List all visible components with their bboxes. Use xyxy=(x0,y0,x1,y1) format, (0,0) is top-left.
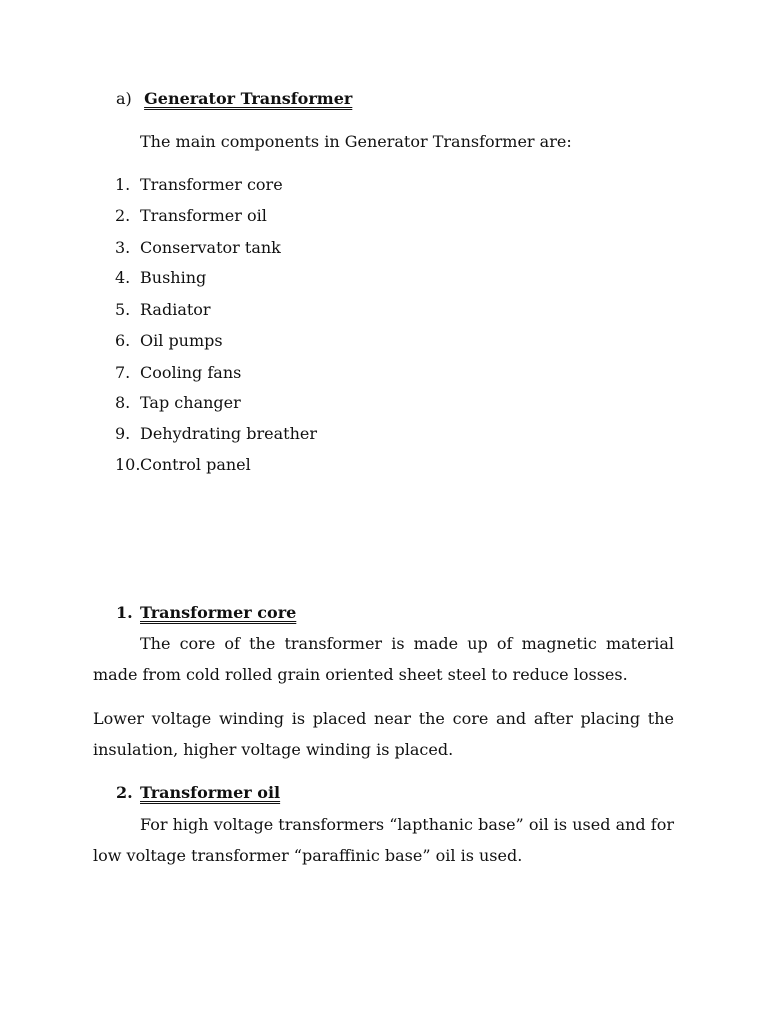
list-item xyxy=(115,268,415,288)
oil-paragraph-1: For high voltage transformers “lapthanic base” oil is used and for low voltage transformer “paraffinic base” oil is used. xyxy=(93,815,674,865)
subsection-heading-transformer-oil xyxy=(116,783,280,803)
list-item-label: Oil pumps xyxy=(140,331,223,350)
list-item xyxy=(115,206,415,226)
subsection-number: 2. xyxy=(116,783,133,802)
subsection-title: Transformer oil xyxy=(140,783,281,802)
list-item xyxy=(115,331,415,351)
subsection-title: Transformer core xyxy=(140,603,297,622)
list-item-number: 5. xyxy=(115,300,131,319)
list-item-label: Cooling fans xyxy=(140,363,242,382)
core-paragraph-2: Lower voltage winding is placed near the core and after placing the insulation, higher voltage winding is placed. xyxy=(93,709,674,759)
list-item-label: Tap changer xyxy=(140,393,241,412)
list-item xyxy=(115,455,415,475)
list-item xyxy=(115,238,415,258)
list-item-number: 9. xyxy=(115,424,131,443)
subsection-number: 1. xyxy=(116,603,133,622)
core-paragraph-1: The core of the transformer is made up of magnetic material made from cold rolled grain oriented sheet steel to reduce losses. xyxy=(93,634,674,684)
list-item-number: 2. xyxy=(115,206,131,225)
list-item-label: Radiator xyxy=(140,300,211,319)
list-item-number: 7. xyxy=(115,363,131,382)
list-item-label: Dehydrating breather xyxy=(140,424,317,443)
list-item-label: Bushing xyxy=(140,268,207,287)
list-item-number: 3. xyxy=(115,238,131,257)
list-item-label: Conservator tank xyxy=(140,238,281,257)
list-item-number: 10. xyxy=(115,455,141,474)
list-item-number: 1. xyxy=(115,175,131,194)
list-item xyxy=(115,393,415,413)
list-item-label: Transformer core xyxy=(140,175,283,194)
section-heading-generator-transformer xyxy=(116,89,352,109)
section-marker: a) xyxy=(116,89,132,108)
section-title: Generator Transformer xyxy=(144,89,353,108)
list-item-number: 6. xyxy=(115,331,131,350)
list-item xyxy=(115,175,415,195)
list-item-label: Transformer oil xyxy=(140,206,267,225)
list-item xyxy=(115,300,415,320)
list-item xyxy=(115,424,415,444)
list-item-number: 8. xyxy=(115,393,131,412)
intro-text: The main components in Generator Transformer are: xyxy=(140,132,572,151)
list-item-number: 4. xyxy=(115,268,131,287)
subsection-heading-transformer-core xyxy=(116,603,296,623)
list-item xyxy=(115,363,415,383)
list-item-label: Control panel xyxy=(140,455,251,474)
